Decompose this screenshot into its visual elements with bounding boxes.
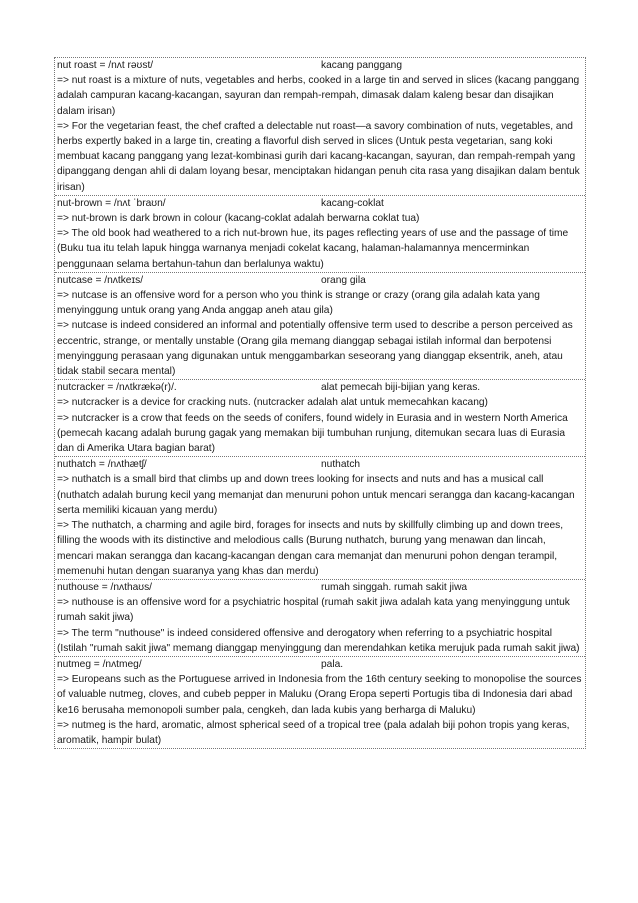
- entry-nutcracker: [55, 380, 585, 457]
- translation: alat pemecah biji-bijian yang keras.: [321, 382, 481, 394]
- entry-nutcase: [55, 273, 585, 380]
- definition-line: => nutcracker is a device for cracking nuts. (nutcracker adalah alat untuk memecahkan kacang): [57, 397, 488, 409]
- headword: nutmeg = /nʌtmeg/: [57, 658, 142, 670]
- entry-header: [57, 657, 583, 672]
- headword: nuthatch = /nʌthætʃ/: [57, 459, 147, 471]
- example-line: => nutcracker is a crow that feeds on the seeds of conifers, found widely in Eurasia and in western North America (pemecah kacang adalah burung gagak yang memakan biji tumbuhan runjung, ditemukan secara luas di Eurasia dan di Amerika Utara bagian barat): [57, 412, 568, 455]
- headword: nut roast = /nʌt rəʊst/: [57, 60, 154, 71]
- definition-line: => nutmeg is the hard, aromatic, almost spherical seed of a tropical tree (pala adalah biji pohon tropis yang keras, aromatik, hampir bulat): [57, 719, 570, 746]
- entry-nut-brown: [55, 196, 585, 273]
- entry-nutmeg: [55, 657, 585, 748]
- headword: nut-brown = /nʌt ˈbraʊn/: [57, 197, 166, 209]
- entry-header: [57, 457, 583, 472]
- headword: nutcracker = /nʌtkrækə(r)/.: [57, 382, 177, 394]
- entry-header: [57, 580, 583, 595]
- entry-header: [57, 273, 583, 288]
- example-line: => The term "nuthouse" is indeed considered offensive and derogatory when referring to a psychiatric hospital (Istilah "rumah sakit jiwa" memang dianggap menyinggung dan merendahkan ketika merujuk pada rumah sakit jiwa): [57, 627, 580, 654]
- entry-nut-roast: [55, 58, 585, 196]
- example-line: => nutcase is indeed considered an informal and potentially offensive term used to describe a person perceived as eccentric, strange, or mentally unstable (Orang gila memang dianggap sebagai istilah informal dan berpotensi menyinggung perasaan yang digunakan untuk menggambarkan seseorang yang dianggap eksentrik, aneh, atau tidak stabil secara mental): [57, 320, 573, 378]
- definition-line: => nut roast is a mixture of nuts, vegetables and herbs, cooked in a large tin and served in slices (kacang panggang adalah campuran kacang-kacangan, sayuran dan rempah-rempah, dimasak dalam kaleng besar dan disajikan dalam irisan): [57, 75, 580, 117]
- translation: orang gila: [321, 274, 366, 286]
- headword: nuthouse = /nʌthaʊs/: [57, 581, 152, 593]
- translation: rumah singgah. rumah sakit jiwa: [321, 581, 468, 593]
- example-line: => Europeans such as the Portuguese arrived in Indonesia from the 16th century seeking to monopolise the sources of valuable nutmeg, cloves, and cubeb pepper in Maluku (Orang Eropa seperti Portugis tiba di Indonesia dari abad ke16 berusaha memonopoli sumber pala, cengkeh, dan lada kubis yang berharga di Maluku): [57, 674, 582, 716]
- headword: nutcase = /nʌtkeɪs/: [57, 274, 144, 286]
- translation: kacang-coklat: [321, 197, 384, 209]
- entry-nuthatch: [55, 457, 585, 580]
- dictionary-table: [54, 57, 586, 749]
- translation: nuthatch: [321, 459, 361, 471]
- entry-header: [57, 58, 583, 73]
- definition-line: => nut-brown is dark brown in colour (kacang-coklat adalah berwarna coklat tua): [57, 213, 420, 225]
- example-line: => The nuthatch, a charming and agile bird, forages for insects and nuts by skillfully climbing up and down trees, filling the woods with its distinctive and melodious calls (Burung nuthatch, burung yang menawan dan lincah, mencari makan serangga dan kacang-kacangan dengan cara memanjat dan menuruni pohon dengan terampil, memenuhi hutan dengan suaranya yang khas dan merdu): [57, 520, 564, 577]
- entry-header: [57, 380, 583, 395]
- example-line: => The old book had weathered to a rich nut-brown hue, its pages reflecting years of use and the passage of time (Buku tua itu telah lapuk hingga warnanya menjadi cokelat kacang, halaman-halamannya mencerminkan penggunaan selama bertahun-tahun dan berlalunya waktu): [57, 228, 569, 270]
- translation: pala.: [321, 658, 344, 670]
- definition-line: => nuthatch is a small bird that climbs up and down trees looking for insects and nuts and has a musical call (nuthatch adalah burung kecil yang memanjat dan menuruni pohon untuk mencari serangga dan kacang-kacangan serta memiliki kicauan yang merdu): [57, 474, 575, 516]
- translation: kacang panggang: [321, 60, 403, 71]
- entry-header: [57, 196, 583, 211]
- example-line: => For the vegetarian feast, the chef crafted a delectable nut roast—a savory combination of nuts, vegetables, and herbs expertly baked in a large tin, creating a flavorful dish served in slices (Untuk pesta vegetarian, sang koki membuat kacang panggang yang lezat-kombinasi gurih dari kacang-kacangan, sayuran, dan rempah-rempah yang dipanggang dengan ahli di dalam loyang besar, menciptakan hidangan penuh cita rasa yang disajikan dalam bentuk irisan): [57, 120, 580, 193]
- definition-line: => nutcase is an offensive word for a person who you think is strange or crazy (orang gila adalah kata yang menyinggung untuk orang yang Anda anggap aneh atau gila): [57, 290, 540, 317]
- definition-line: => nuthouse is an offensive word for a psychiatric hospital (rumah sakit jiwa adalah kata yang menyinggung untuk rumah sakit jiwa): [57, 597, 570, 624]
- entry-nuthouse: [55, 580, 585, 657]
